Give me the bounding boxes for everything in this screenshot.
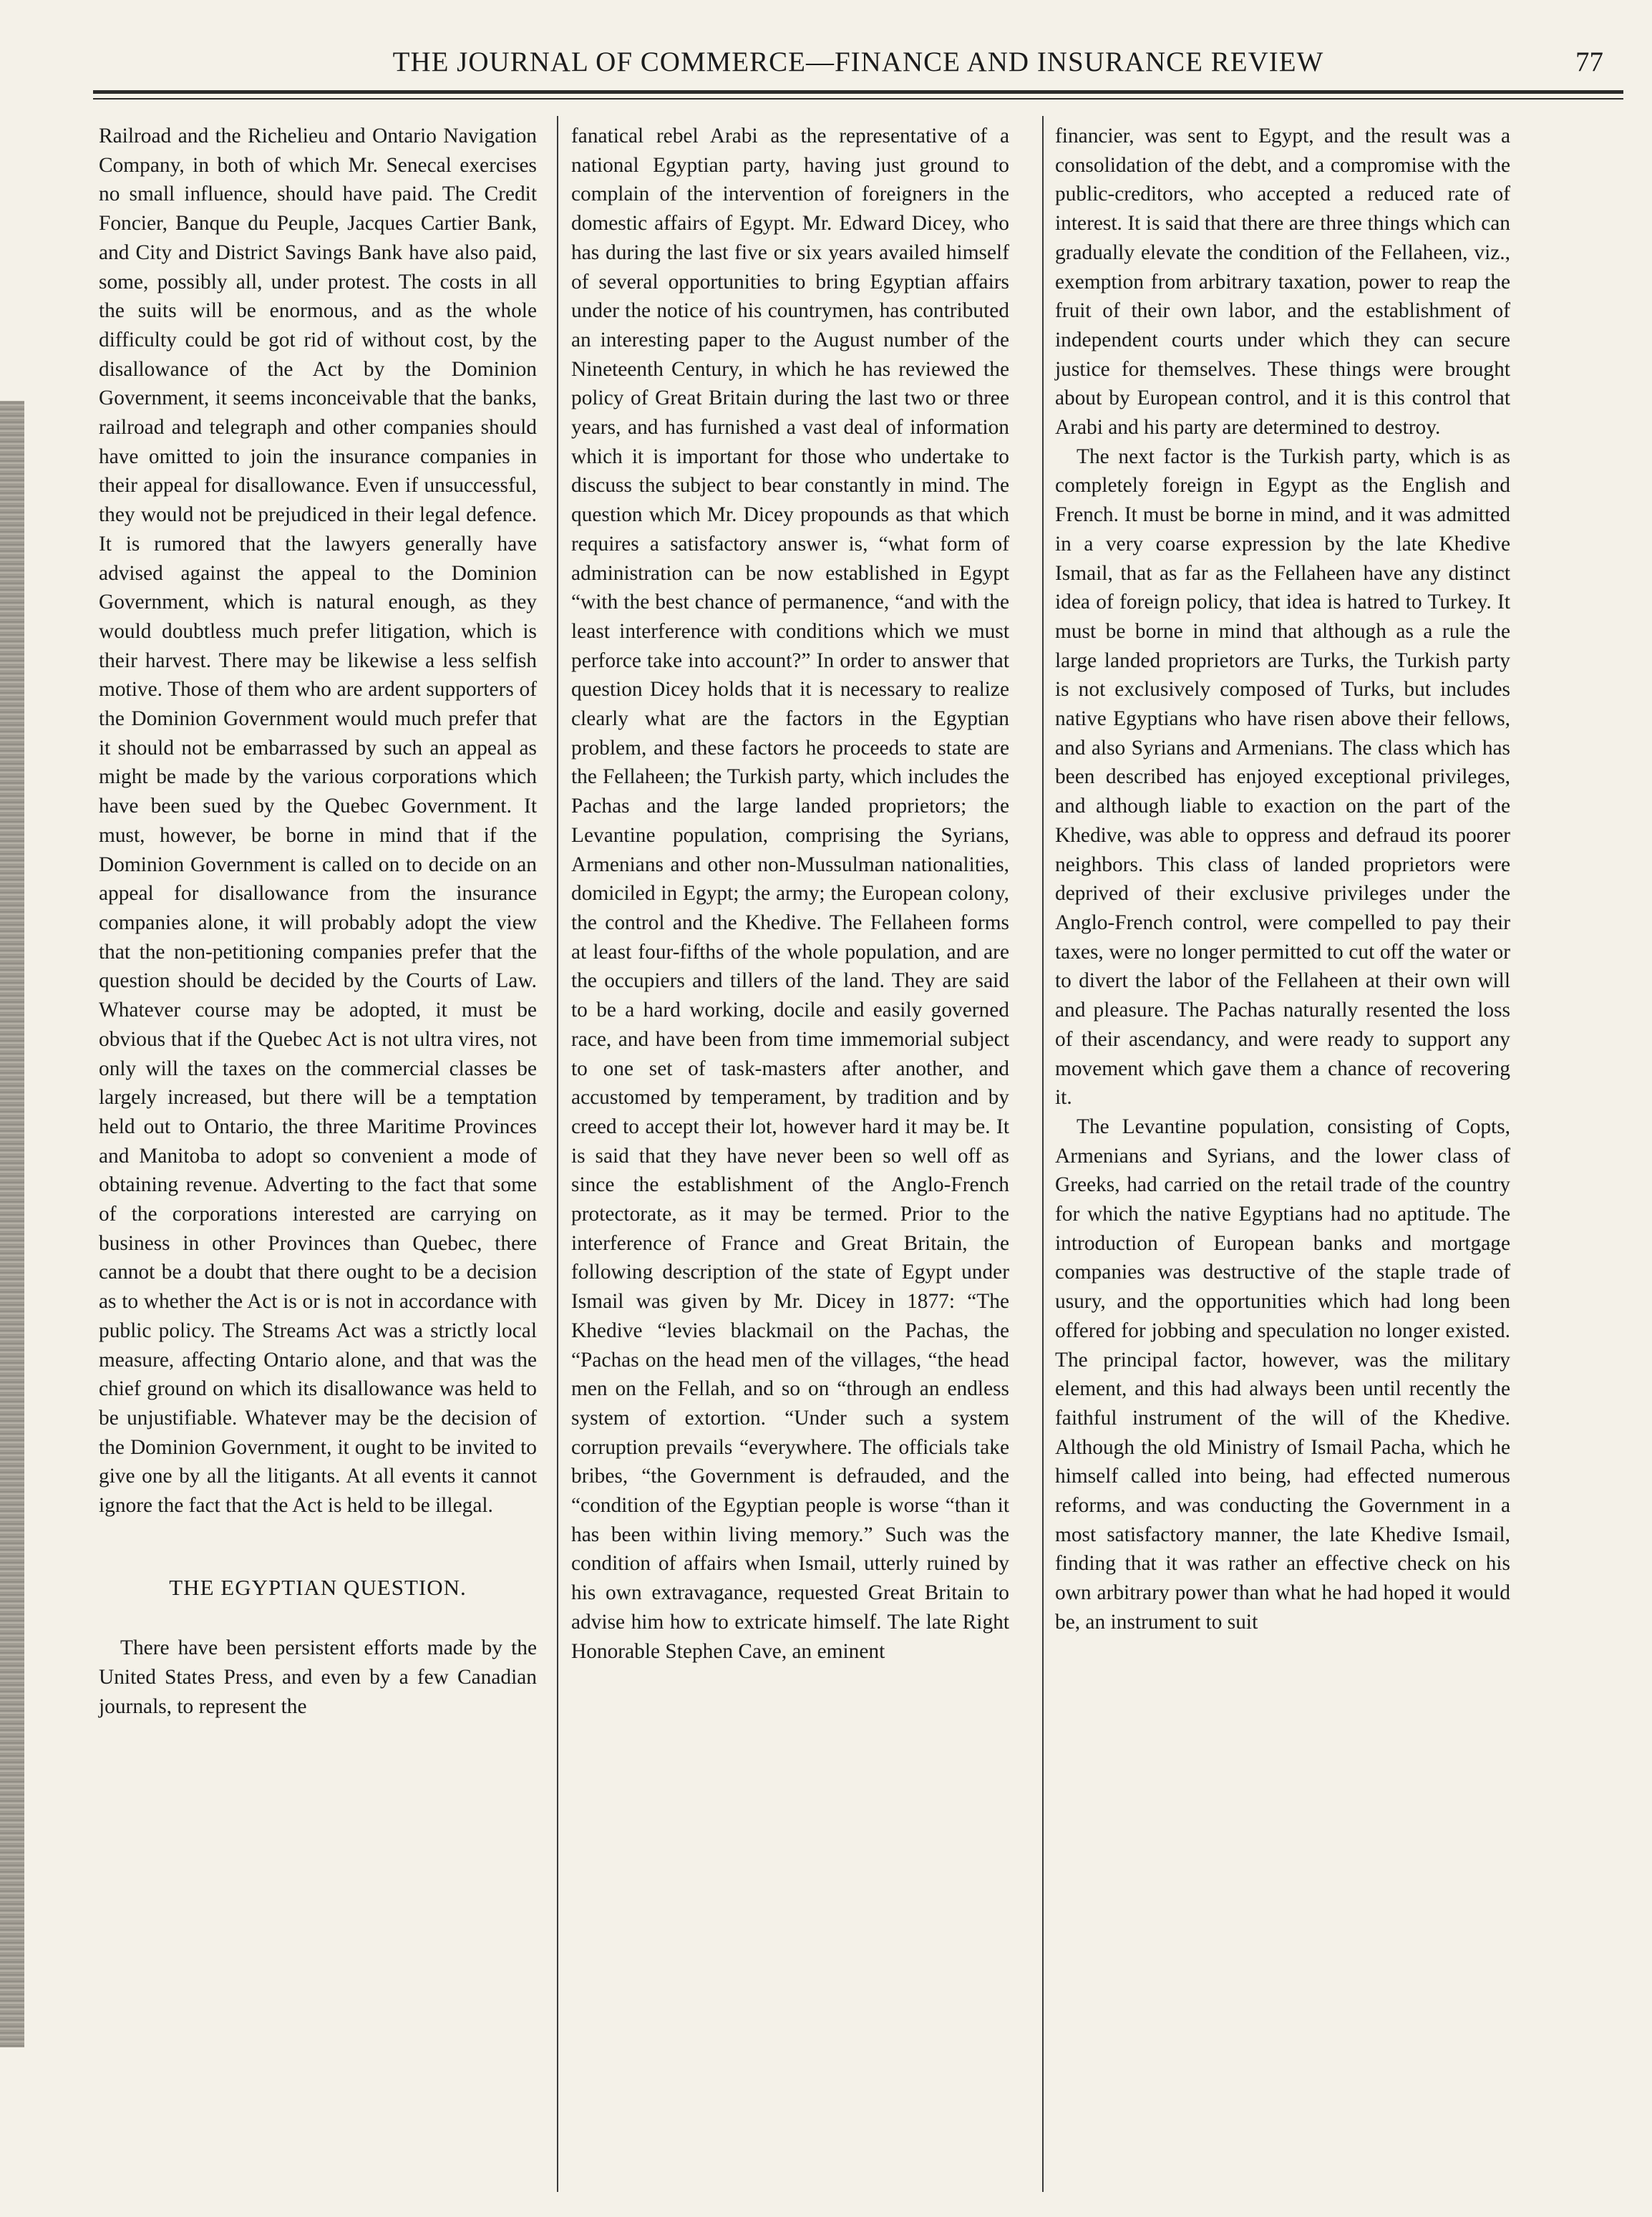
section-heading: THE EGYPTIAN QUESTION. <box>169 1574 467 1600</box>
page-header <box>93 46 1623 89</box>
column-divider-2 <box>1042 116 1044 2192</box>
header-rule-thin <box>93 98 1623 100</box>
header-rule-thick <box>93 90 1623 94</box>
column3-paragraph-1: financier, was sent to Egypt, and the result was a consolidation of the debt, and a compromise with the public-creditors, who accepted a reduced rate of interest. It is said that there are three things which can gradually elevate the condition of the Fellaheen, viz., exemption from arbitrary taxation, power to reap the fruit of their own labor, and the establishment of independent courts under which they can secure justice for themselves. These things were brought about by European control, and it is this control that Arabi and his party are determined to destroy. <box>1055 125 1510 440</box>
text-column-1 <box>99 122 537 1722</box>
column-divider-1 <box>557 116 558 2192</box>
page-number: 77 <box>1575 47 1603 77</box>
text-column-2 <box>571 122 1009 1666</box>
column3-paragraph-3: The Levantine population, consisting of Copts, Armenians and Syrians, and the lower class of Greeks, had carried on the retail trade of the country for which the native Egyptians had no aptitude. The introduction of European banks and mortgage companies was destructive of the staple trade of usury, and the opportunities which had long been offered for jobbing and speculation no longer existed. The principal factor, however, was the military element, and this had always been until recently the faithful instrument of the will of the Khedive. Although the old Ministry of Ismail Pacha, which he himself called into being, had effected numerous reforms, and was conducting the Government in a most satisfactory manner, the late Khedive Ismail, finding that it was rather an effective check on his own arbitrary power than what he had hoped it would be, an instrument to suit <box>1055 1115 1510 1634</box>
running-title: THE JOURNAL OF COMMERCE—FINANCE AND INSURANCE REVIEW <box>392 47 1324 77</box>
column2-paragraph-1: fanatical rebel Arabi as the representative of a national Egyptian party, having just ground to complain of the intervention of foreigners in the domestic affairs of Egypt. Mr. Edward Dicey, who has during the last five or six years availed himself of several opportunities to bring Egyptian affairs under the notice of his countrymen, has contributed an interesting paper to the August number of the Nineteenth Century, in which he has reviewed the policy of Great Britain during the last two or three years, and has furnished a vast deal of information which it is important for those who undertake to discuss the subject to bear constantly in mind. The question which Mr. Dicey propounds as that which requires a satisfactory answer is, “what form of administration can be now established in Egypt “with the best chance of permanence, “and with the least interference with conditions which we must perforce take into account?” In order to answer that question Dicey holds that it is necessary to realize clearly what are the factors in the Egyptian problem, and these factors he proceeds to state are the Fellaheen; the Turkish party, which includes the Pachas and the large landed proprietors; the Levantine population, comprising the Syrians, Armenians and other non-Mussulman nationalities, domiciled in Egypt; the army; the European colony, the control and the Khedive. The Fellaheen forms at least four-fifths of the whole population, and are the occupiers and tillers of the land. They are said to be a hard working, docile and easily governed race, and have been from time immemorial subject to one set of task-masters after another, and accustomed by temperament, by tradition and by creed to accept their lot, however hard it may be. It is said that they have never been so well off as since the establishment of the Anglo-French protectorate, as it may be termed. Prior to the interference of France and Great Britain, the following description of the state of Egypt under Ismail was given by Mr. Dicey in 1877: “The Khedive “levies blackmail on the Pachas, the “Pachas on the head men of the villages, “the head men on the Fellah, and so on “through an endless system of extortion. “Under such a system corruption prevails “everywhere. The officials take bribes, “the Government is defrauded, and the “condition of the Egyptian people is worse “than it has been within living memory.” Such was the condition of affairs when Ismail, utterly ruined by his own extravagance, requested Great Britain to advise him how to extricate himself. The late Right Honorable Stephen Cave, an eminent <box>571 125 1009 1663</box>
text-column-3 <box>1055 122 1510 1637</box>
page-edge-shadow <box>0 401 24 2047</box>
column1-paragraph-1: Railroad and the Richelieu and Ontario Navigation Company, in both of which Mr. Senecal exercises no small influence, should have paid. The Credit Foncier, Banque du Peuple, Jacques Cartier Bank, and City and District Savings Bank have also paid, some, possibly all, under protest. The costs in all the suits will be enormous, and as the whole difficulty could be got rid of without cost, by the disallowance of the Act by the Dominion Government, it seems inconceivable that the banks, railroad and telegraph and other companies should have omitted to join the insurance companies in their appeal for disallowance. Even if unsuccessful, they would not be prejudiced in their legal defence. It is rumored that the lawyers generally have advised against the appeal to the Dominion Government, which is natural enough, as they would doubtless much prefer litigation, which is their harvest. There may be likewise a less selfish motive. Those of them who are ardent supporters of the Dominion Government would much prefer that it should not be embarrassed by such an appeal as might be made by the various corporations which have been sued by the Quebec Government. It must, however, be borne in mind that if the Dominion Government is called on to decide on an appeal for disallowance from the insurance companies alone, it will probably adopt the view that the non-petitioning companies prefer that the question should be decided by the Courts of Law. Whatever course may be adopted, it must be obvious that if the Quebec Act is not ultra vires, not only will the taxes on the commercial classes be largely increased, but there will be a temptation held out to Ontario, the three Maritime Provinces and Manitoba to adopt so convenient a mode of obtaining revenue. Adverting to the fact that some of the corporations interested are carrying on business in other Provinces than Quebec, there cannot be a doubt that there ought to be a decision as to whether the Act is or is not in accordance with public policy. The Streams Act was a strictly local measure, affecting Ontario alone, and that was the chief ground on which its disallowance was held to be unjustifiable. Whatever may be the decision of the Dominion Government, it ought to be invited to give one by all the litigants. At all events it cannot ignore the fact that the Act is held to be illegal. <box>99 125 537 1518</box>
column3-paragraph-2: The next factor is the Turkish party, which is as completely foreign in Egypt as the English and French. It must be borne in mind, and it was admitted in a very coarse expression by the late Khedive Ismail, that as far as the Fellaheen have any distinct idea of foreign policy, that idea is hatred to Turkey. It must be borne in mind that although as a rule the large landed proprietors are Turks, the Turkish party is not exclusively composed of Turks, but includes native Egyptians who have risen above their fellows, and also Syrians and Armenians. The class which has been described has enjoyed exceptional privileges, and although liable to exaction on the part of the Khedive, was able to oppress and defraud its poorer neighbors. This class of landed proprietors were deprived of their exclusive privileges under the Anglo-French control, were compelled to pay their taxes, were no longer permitted to cut off the water or to divert the labor of the Fellaheen at their own will and pleasure. The Pachas naturally resented the loss of their ascendancy, and were ready to support any movement which gave them a chance of recovering it. <box>1055 445 1510 1110</box>
column1-paragraph-2: There have been persistent efforts made by the United States Press, and even by a few Canadian journals, to represent the <box>99 1636 537 1718</box>
